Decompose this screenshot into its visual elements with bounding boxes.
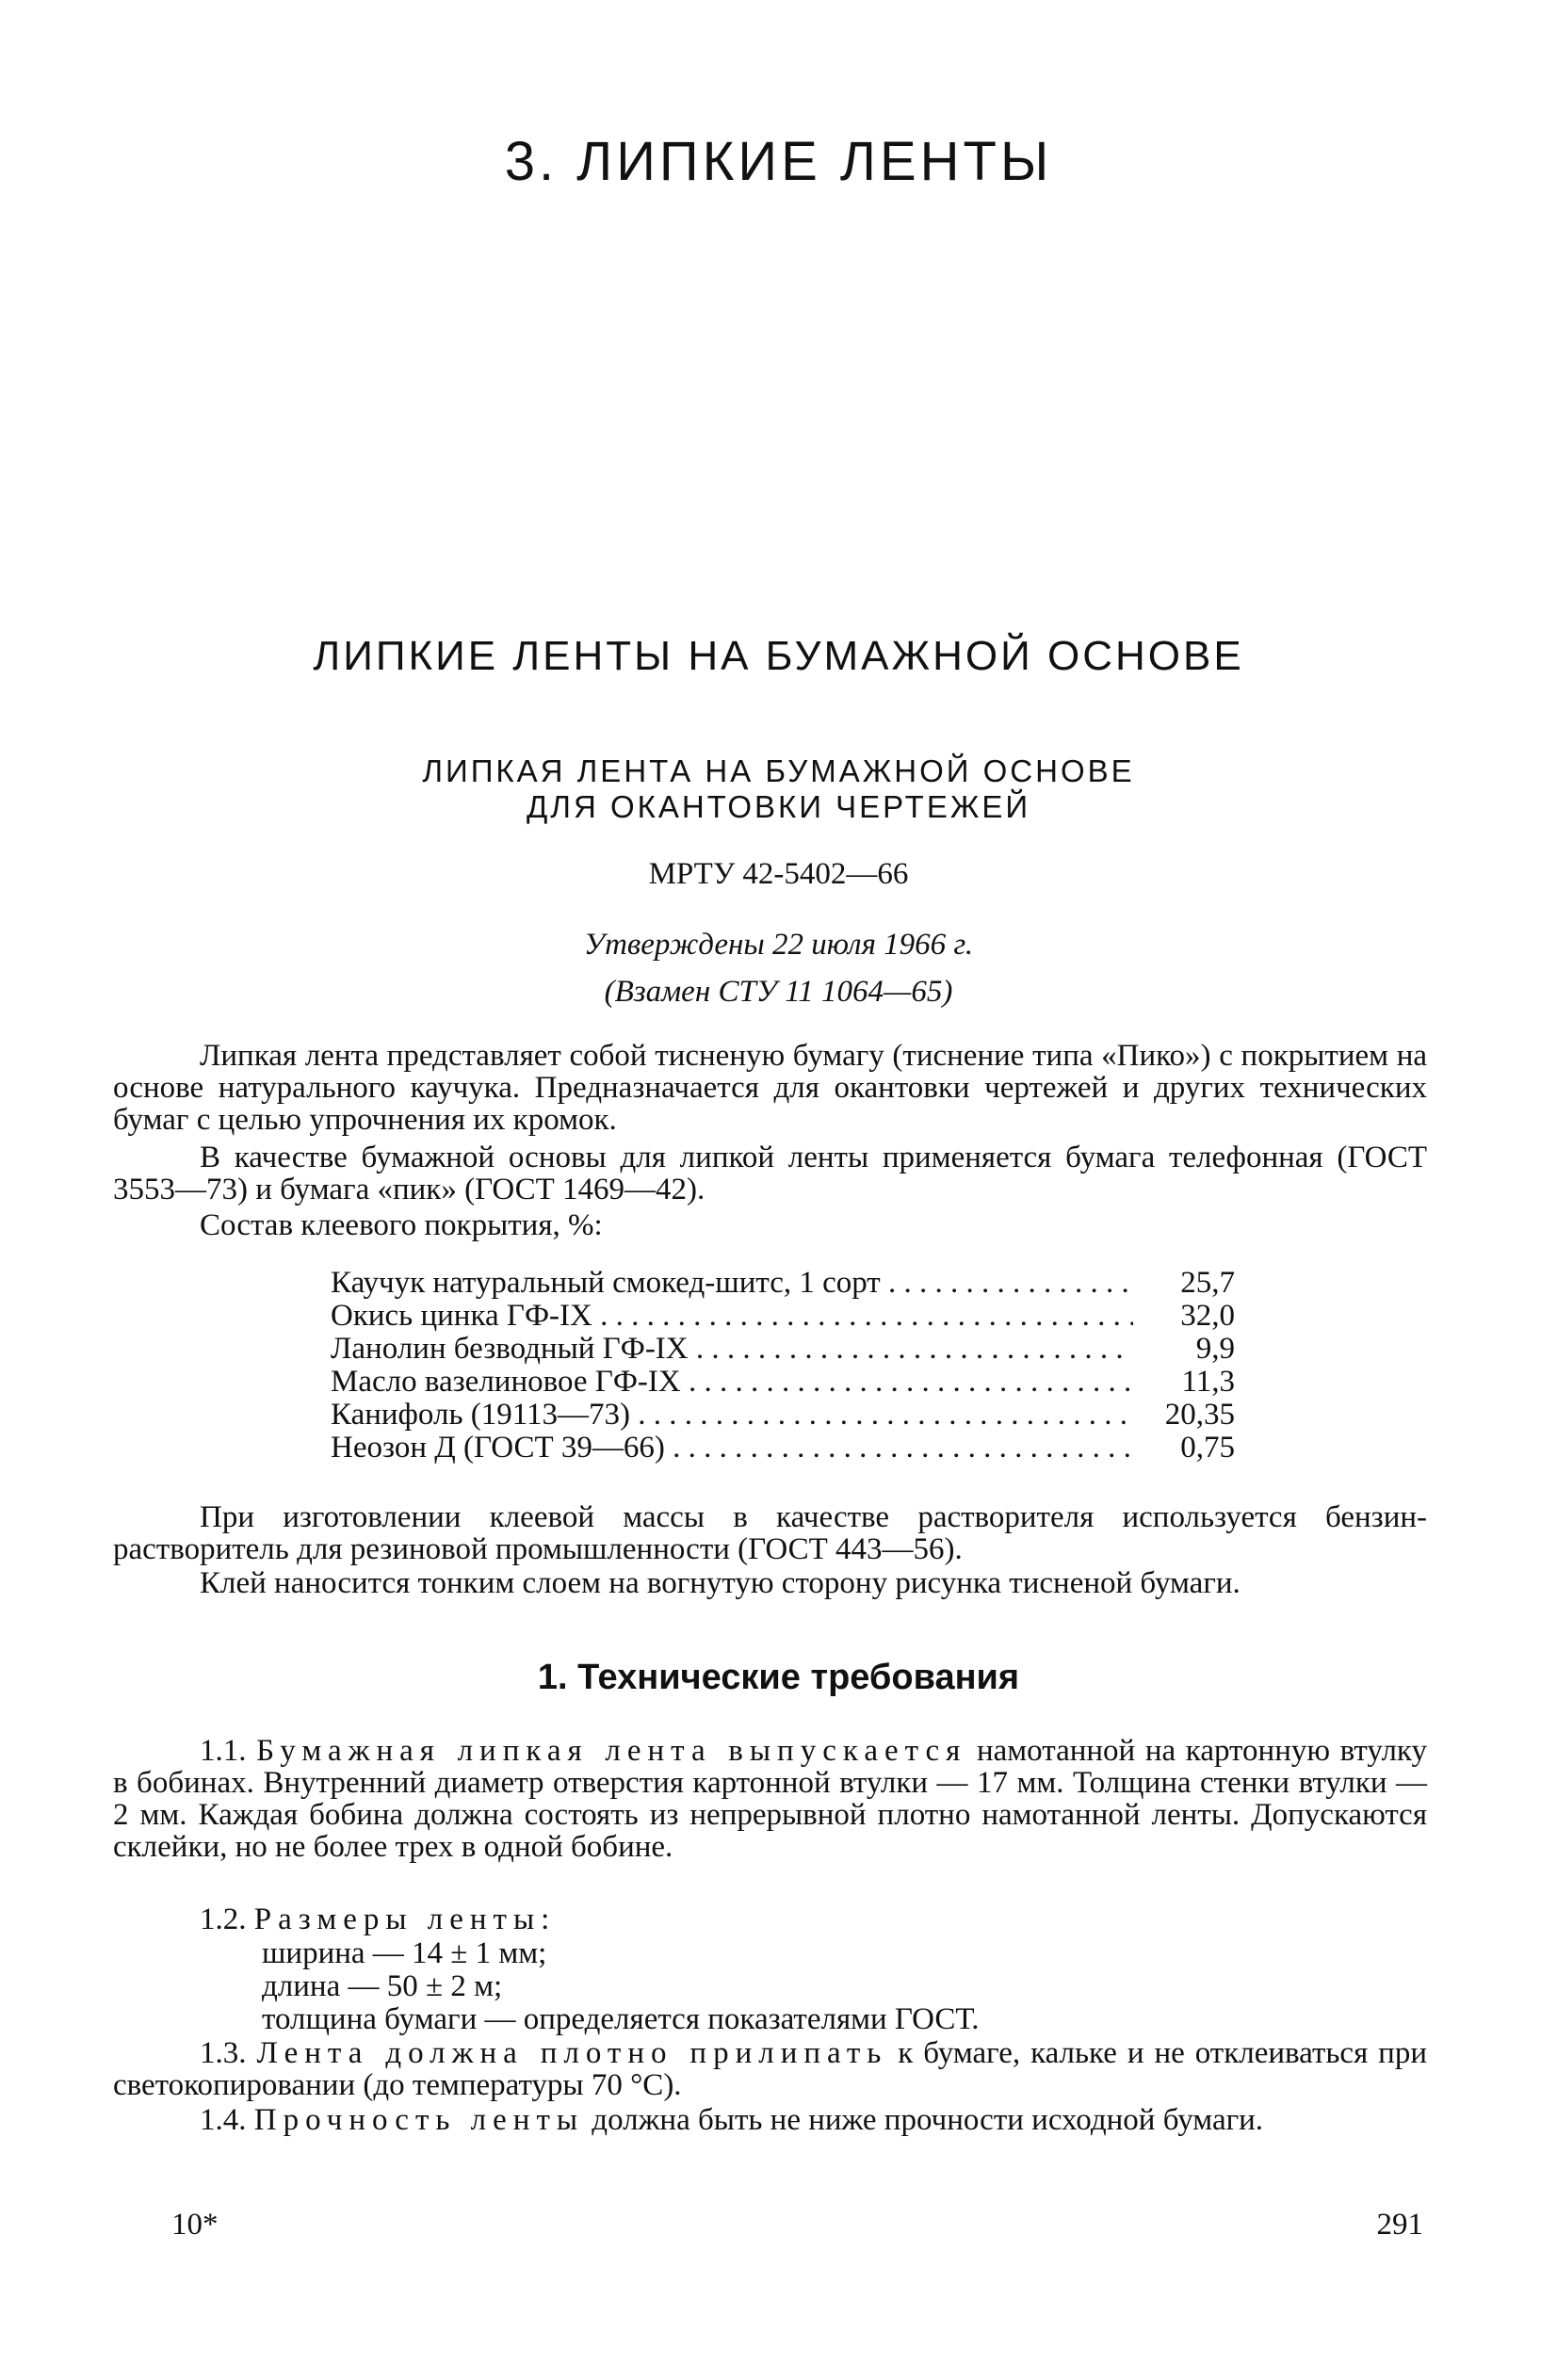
composition-table <box>331 1267 1235 1465</box>
requirement-1-3 <box>113 2037 1427 2101</box>
section-title: ЛИПКИЕ ЛЕНТЫ НА БУМАЖНОЙ ОСНОВЕ <box>313 633 1244 679</box>
intro-paragraph-2: В качестве бумажной основы для липкой ленты применяется бумага телефонная (ГОСТ 3553—73) и бумага «пик» (ГОСТ 1469—42). <box>113 1141 1427 1206</box>
dimension-width: ширина — 14 ± 1 мм; <box>262 1936 547 1970</box>
requirement-text: к бумаге, кальке и не отклеиваться при светокопировании (до температуры 70 °С). <box>113 2036 1428 2102</box>
section-heading-technical-requirements: 1. Технические требования <box>537 1658 1020 1697</box>
requirement-1-2 <box>113 1903 1427 1935</box>
composition-name: Масло вазелиновое ГФ-IX . . . <box>331 1366 1133 1399</box>
subtitle-line-2: ДЛЯ ОКАНТОВКИ ЧЕРТЕЖЕЙ <box>526 789 1031 824</box>
composition-row <box>331 1399 1235 1432</box>
requirement-lead: Прочность ленты <box>253 2103 585 2137</box>
composition-value: 0,75 <box>1133 1432 1235 1465</box>
requirement-number: 1.1. <box>200 1734 247 1768</box>
requirement-lead: Лента должна плотно прилипать <box>256 2036 888 2070</box>
composition-value: 11,3 <box>1133 1366 1235 1399</box>
dimension-length: длина — 50 ± 2 м; <box>262 1969 503 2003</box>
intro-paragraph-1: Липкая лента представляет собой тисненую бумагу (тиснение типа «Пико») с покрытием на основе натурального каучука. Предназначается для окантовки чертежей и других технических бумаг с целью упрочнения их кромок. <box>113 1039 1427 1137</box>
composition-name: Окись цинка ГФ-IX . . . <box>331 1300 1133 1333</box>
requirement-number: 1.2. <box>200 1902 247 1936</box>
requirement-1-4 <box>113 2104 1427 2136</box>
composition-value: 25,7 <box>1133 1267 1235 1300</box>
approval-date: Утверждены 22 июля 1966 г. <box>583 928 974 962</box>
chapter-title: 3. ЛИПКИЕ ЛЕНТЫ <box>504 131 1053 192</box>
composition-name: Канифоль (19113—73) . . . <box>331 1399 1133 1432</box>
signature-mark: 10* <box>171 2208 219 2242</box>
requirement-lead: Размеры ленты: <box>253 1902 557 1936</box>
dimension-thickness: толщина бумаги — определяется показателями ГОСТ. <box>262 2002 980 2036</box>
requirement-text: намотанной на картонную втулку в бобинах. Внутренний диаметр отверстия картонной втулки — 17 мм. Толщина стенки втулки — 2 мм. Каждая бобина должна состоять из непрерывной плотно намотанной ленты. Допускаются склейки, но не более трех в одной бобине. <box>113 1734 1427 1864</box>
requirement-number: 1.3. <box>200 2036 247 2070</box>
requirement-text: должна быть не ниже прочности исходной бумаги. <box>592 2103 1264 2137</box>
composition-row <box>331 1267 1235 1300</box>
subtitle-line-1: ЛИПКАЯ ЛЕНТА НА БУМАЖНОЙ ОСНОВЕ <box>422 753 1135 788</box>
intro-paragraph-3: Состав клеевого покрытия, %: <box>200 1208 603 1242</box>
composition-name: Ланолин безводный ГФ-IX . . . <box>331 1333 1133 1366</box>
composition-name: Каучук натуральный смокед-шитс, 1 сорт . . . <box>331 1267 1133 1300</box>
composition-row <box>331 1333 1235 1366</box>
composition-row <box>331 1300 1235 1333</box>
requirement-1-1 <box>113 1735 1427 1863</box>
composition-value: 20,35 <box>1133 1399 1235 1432</box>
requirement-lead: Бумажная липкая лента выпускается <box>256 1734 967 1768</box>
glue-paragraph: Клей наносится тонким слоем на вогнутую сторону рисунка тисненой бумаги. <box>200 1566 1241 1600</box>
composition-value: 32,0 <box>1133 1300 1235 1333</box>
page-number: 291 <box>1376 2208 1423 2242</box>
solvent-paragraph: При изготовлении клеевой массы в качестве растворителя используется бензин-растворитель для резиновой промышленности (ГОСТ 443—56). <box>113 1500 1427 1566</box>
composition-row <box>331 1366 1235 1399</box>
composition-name: Неозон Д (ГОСТ 39—66) . . . <box>331 1432 1133 1465</box>
replaces-note: (Взамен СТУ 11 1064—65) <box>604 975 953 1009</box>
composition-row <box>331 1432 1235 1465</box>
standard-code: МРТУ 42-5402—66 <box>648 857 909 891</box>
composition-value: 9,9 <box>1133 1333 1235 1366</box>
requirement-number: 1.4. <box>200 2103 247 2137</box>
